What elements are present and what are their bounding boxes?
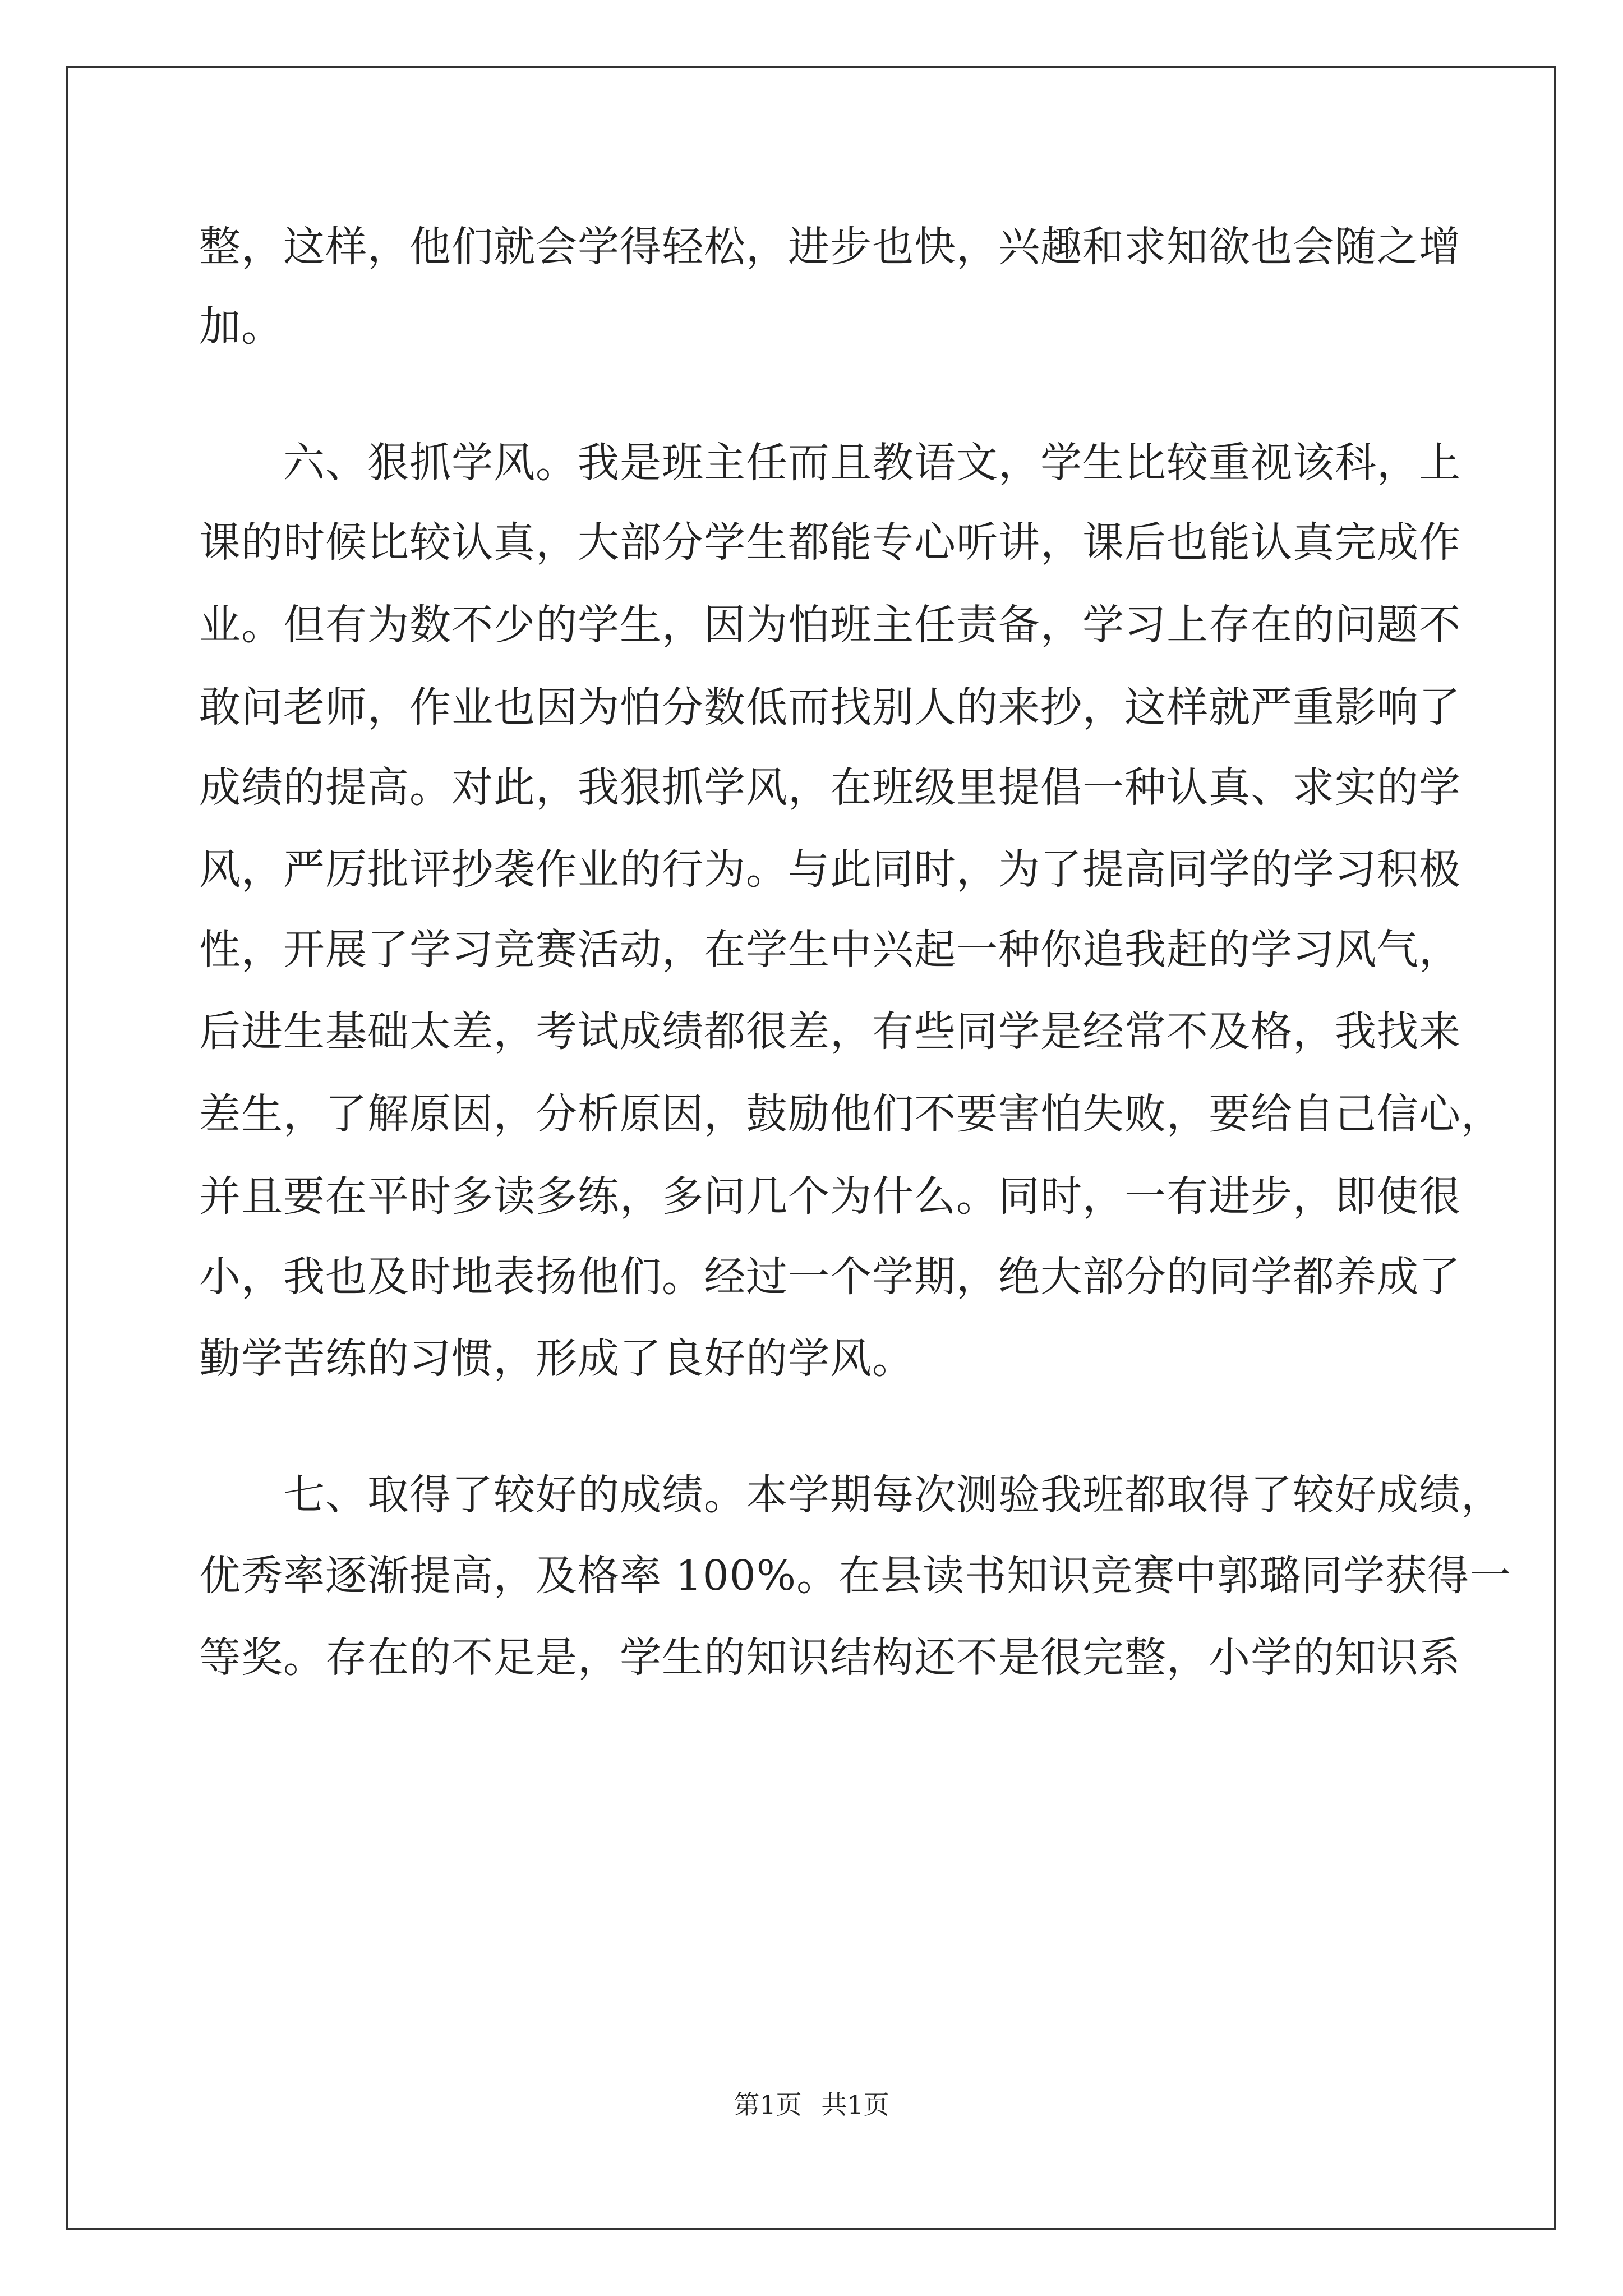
paragraph-7-line-2: 优秀率逐渐提高，及格率 100%。在县读书知识竞赛中郭璐同学获得一	[199, 1552, 1512, 1600]
paragraph-7-line-3: 等奖。存在的不足是，学生的知识结构还不是很完整，小学的知识系	[199, 1634, 1461, 1682]
paragraph-6-line-10: 并且要在平时多读多练，多问几个为什么。同时，一有进步，即使很	[199, 1172, 1461, 1221]
paragraph-6-line-6: 风，严厉批评抄袭作业的行为。与此同时，为了提高同学的学习积极	[199, 845, 1461, 894]
page-total: 共1页	[821, 2090, 889, 2120]
paragraph-7-line-1: 七、取得了较好的成绩。本学期每次测验我班都取得了较好成绩，	[283, 1471, 1503, 1519]
page-number: 第1页	[734, 2090, 802, 2120]
paragraph-6-line-4: 敢问老师，作业也因为怕分数低而找别人的来抄，这样就严重影响了	[199, 683, 1461, 731]
paragraph-6-line-3: 业。但有为数不少的学生，因为怕班主任责备，学习上存在的问题不	[199, 601, 1461, 649]
paragraph-6-line-9: 差生，了解原因，分析原因，鼓励他们不要害怕失败，要给自己信心，	[199, 1090, 1503, 1138]
page-footer	[0, 2088, 1623, 2122]
text-line-2: 加。	[199, 302, 283, 351]
paragraph-6-line-7: 性，开展了学习竞赛活动，在学生中兴起一种你追我赶的学习风气，	[199, 926, 1461, 974]
paragraph-6-line-5: 成绩的提高。对此，我狠抓学风，在班级里提倡一种认真、求实的学	[199, 763, 1461, 812]
paragraph-6-line-12: 勤学苦练的习惯，形成了良好的学风。	[199, 1335, 914, 1383]
paragraph-6-line-8: 后进生基础太差，考试成绩都很差，有些同学是经常不及格，我找来	[199, 1007, 1461, 1056]
paragraph-6-line-11: 小，我也及时地表扬他们。经过一个学期，绝大部分的同学都养成了	[199, 1253, 1461, 1301]
text-line-1: 整，这样，他们就会学得轻松，进步也快，兴趣和求知欲也会随之增	[199, 223, 1461, 271]
paragraph-6-line-1: 六、狠抓学风。我是班主任而且教语文，学生比较重视该科，上	[283, 439, 1461, 487]
paragraph-6-line-2: 课的时候比较认真，大部分学生都能专心听讲，课后也能认真完成作	[199, 518, 1461, 567]
page-border	[66, 66, 1556, 2230]
